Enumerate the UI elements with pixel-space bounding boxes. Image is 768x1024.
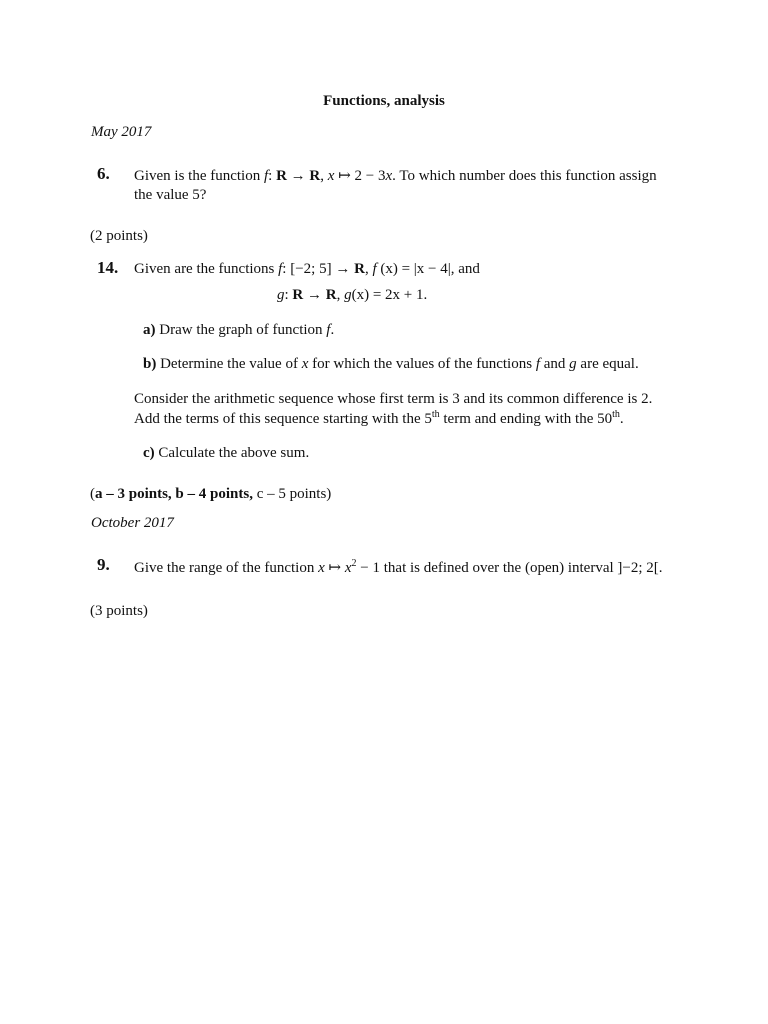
q14-b-f: f <box>535 356 540 372</box>
q14-points-open: ( <box>90 486 95 502</box>
q14-a-end: . <box>330 322 335 338</box>
q14-c-text: Calculate the above sum. <box>154 445 310 461</box>
q6-expr-x: x <box>385 168 393 184</box>
q14-fx: f <box>372 261 377 277</box>
question-14-line-2 <box>277 287 427 304</box>
q6-arrow: → <box>286 168 310 184</box>
question-14-line-1 <box>134 261 480 278</box>
q14-g: g <box>277 287 285 303</box>
question-6-number: 6. <box>97 164 110 183</box>
q6-question: . To which number does this function assign <box>392 168 657 184</box>
q14-g-reals-1: R <box>292 287 304 303</box>
q14-seq-text-1: Add the terms of this sequence starting with the 5 <box>134 411 432 427</box>
q14-c-label: c) <box>143 445 155 461</box>
question-9-number: 9. <box>97 555 110 574</box>
q14-a-label: a) <box>143 322 156 338</box>
question-6-line-1 <box>134 166 657 185</box>
q14-fx-def: (x) = |x − 4|, and <box>376 261 480 277</box>
q14-g-comma: , <box>336 287 345 303</box>
q9-x: x <box>318 560 325 576</box>
q6-mapsto: ↦ <box>334 168 355 184</box>
q9-text-1: Give the range of the function <box>134 560 319 576</box>
q9-x2: x <box>344 560 352 576</box>
section-date-may-2017: May 2017 <box>91 124 152 140</box>
q14-points-c: c – 5 points) <box>252 486 332 502</box>
q6-colon: : <box>268 168 277 184</box>
q9-sup: 2 <box>351 558 357 569</box>
q6-reals-1: R <box>276 168 287 184</box>
q14-text: Given are the functions <box>134 261 279 277</box>
q14-b-x: x <box>301 356 309 372</box>
question-14-sequence-line-2 <box>134 411 624 428</box>
q14-seq-sup-1: th <box>431 409 440 420</box>
q14-b-and: and <box>540 356 570 372</box>
q14-g-arrow: → <box>303 287 326 303</box>
q14-b-text-1: Determine the value of <box>156 356 302 372</box>
q14-a-f: f <box>326 322 331 338</box>
q6-reals-2: R <box>309 168 321 184</box>
q14-comma: , <box>364 261 373 277</box>
q14-gx-def: (x) = 2x + 1. <box>351 287 428 303</box>
q14-b-text-2: for which the values of the functions <box>308 356 536 372</box>
q6-comma: , <box>320 168 328 184</box>
question-14-number: 14. <box>97 258 119 277</box>
q14-reals: R <box>354 261 365 277</box>
question-14-part-a <box>143 322 334 339</box>
question-14-points <box>90 486 331 503</box>
section-date-october-2017: October 2017 <box>91 515 174 531</box>
q9-text-2: − 1 that is defined over the (open) interval ]−2; 2[. <box>356 560 663 576</box>
q14-b-text-3: are equal. <box>576 356 639 372</box>
q9-mapsto: ↦ <box>324 560 345 576</box>
q14-seq-end: . <box>619 411 624 427</box>
q14-points-ab: a – 3 points, b – 4 points, <box>95 486 253 502</box>
q14-f: f <box>278 261 283 277</box>
question-9-points: (3 points) <box>90 603 148 619</box>
q14-seq-text-2: term and ending with the 50 <box>439 411 613 427</box>
question-14-sequence-line-1: Consider the arithmetic sequence whose first term is 3 and its common difference is 2. <box>134 391 653 407</box>
q14-b-label: b) <box>143 356 157 372</box>
q6-x: x <box>327 168 335 184</box>
question-14-part-c <box>143 445 309 462</box>
q14-seq-sup-2: th <box>612 409 620 420</box>
q14-g-reals-2: R <box>325 287 337 303</box>
q6-f: f <box>263 168 269 184</box>
q6-expr: 2 − 3 <box>354 168 386 184</box>
q14-domain: : [−2; 5] → <box>282 261 355 277</box>
question-6-line-2: the value 5? <box>134 187 207 203</box>
question-6-points: (2 points) <box>90 228 148 244</box>
q14-g-colon: : <box>284 287 293 303</box>
q14-a-text: Draw the graph of function <box>155 322 327 338</box>
q6-text: Given is the function <box>134 168 264 184</box>
page-title: Functions, analysis <box>323 93 445 109</box>
question-9-line <box>134 558 663 577</box>
q14-gx: g <box>344 287 352 303</box>
q14-b-g: g <box>569 356 577 372</box>
question-14-part-b <box>143 356 639 373</box>
